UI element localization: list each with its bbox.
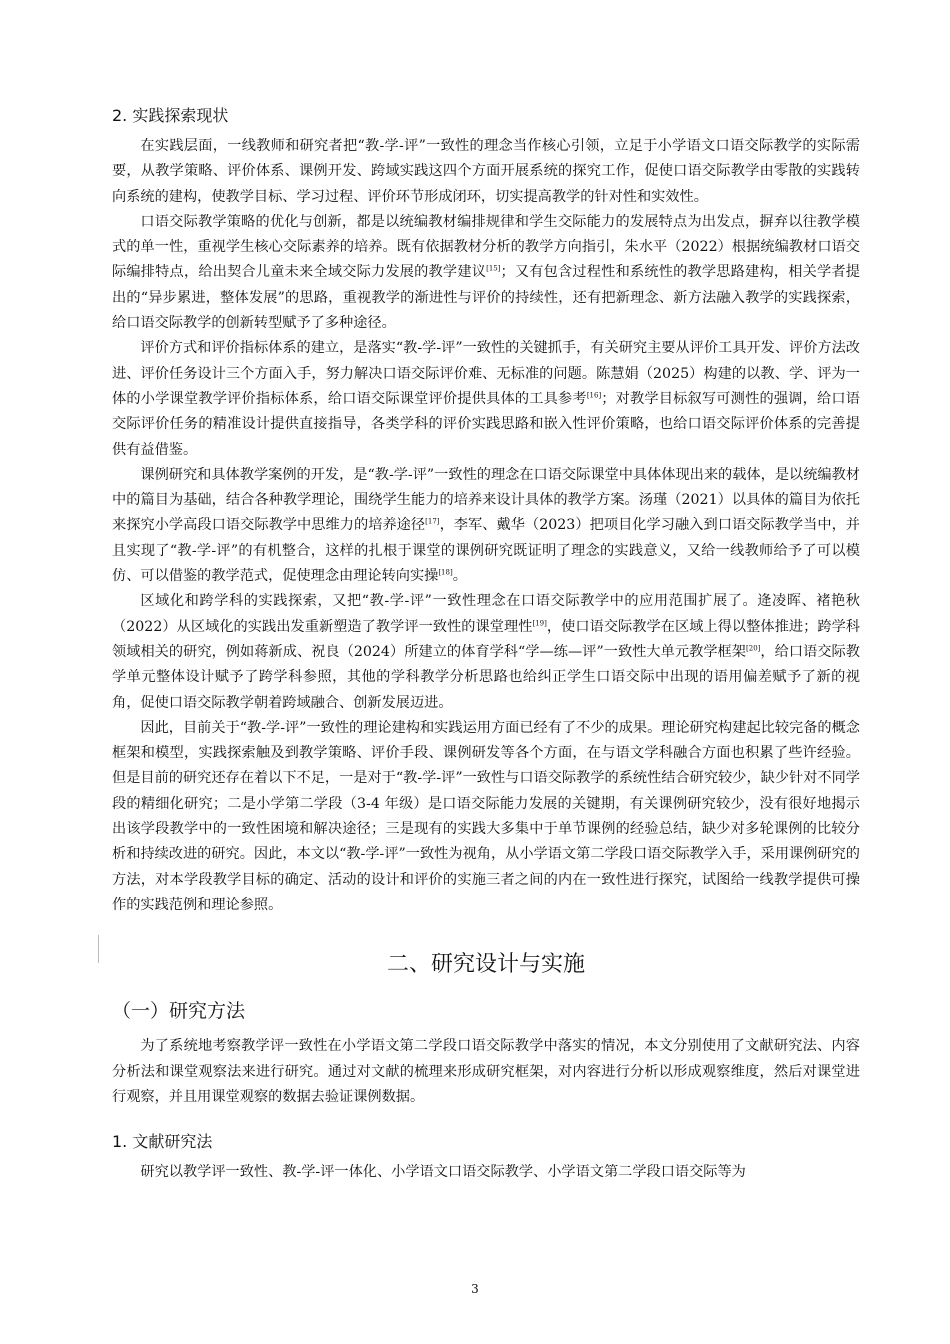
citation-ref: [20] — [746, 644, 761, 653]
paragraph-text: ，给口语交际教学单元整体设计赋予了跨学科参照，其他的学科教学分析思路也给纠正学生口语交际中出现的语用偏差赋予了新的视角，促使口语交际教学朝着跨域融合、创新发展迈进。 — [112, 643, 860, 711]
paragraph-text: ，李军、戴华（2023）把项目化学习融入到口语交际教学当中，并且实现了“教-学-评”的有机整合，这样的扎根于课堂的课例研究既证明了理念的实践意义，又给一线教师给予了可以模仿、可以借鉴的教学范式，促使理念由理论转向实操 — [112, 517, 860, 585]
paragraph-text: ，使口语交际教学在区域上得以整体推进；跨学科领域相关的研究，例如蒋新成、祝良（2024）所建立的体育学科“学—练—评”一致性大单元教学框架 — [112, 618, 860, 660]
paragraph-group — [112, 134, 860, 918]
citation-ref: [16] — [586, 391, 602, 400]
body-paragraph — [112, 463, 860, 589]
paragraph-text: 在实践层面，一线教师和研究者把“教-学-评”一致性的理念当作核心引领，立足于小学语文口语交际教学的实际需要，从教学策略、评价体系、课例开发、跨域实践这四个方面开展系统的探究工作，促使口语交际教学由零散的实践转向系统的建构，使教学目标、学习过程、评价环节形成闭环，切实提高教学的针对性和实效性。 — [112, 138, 860, 205]
paragraph-text: ；对教学目标叙写可测性的强调，给口语交际评价任务的精准设计提供直接指导，各类学科的评价实践思路和嵌入性评价策略，也给口语交际评价体系的完善提供有益借鉴。 — [112, 390, 860, 458]
body-paragraph — [112, 589, 860, 715]
citation-ref: [18] — [438, 568, 453, 577]
paragraph-text: 因此，目前关于“教-学-评”一致性的理论建构和实践运用方面已经有了不少的成果。理论研究构建起比较完备的概念框架和模型，实践探索触及到教学策略、评价手段、课例研发等各个方面，在与语文学科融合方面也积累了些许经验。但是目前的研究还存在着以下不足，一是对于“教-学-评”一致性与口语交际教学的系统性结合研究较少，缺少针对不同学段的精细化研究；二是小学第二学段（3-4 年级）是口语交际能力发展的关键期，有关课例研究较少，没有很好地揭示出该学段教学中的一致性困境和解决途径；三是现有的实践大多集中于单节课例的经验总结，缺少对多轮课例的比较分析和持续改进的研究。因此，本文以“教-学-评”一致性为视角，从小学语文第二学段口语交际教学入手，采用课例研究的方法，对本学段教学目标的确定、活动的设计和评价的实施三者之间的内在一致性进行探究，试图给一线教学提供可操作的实践范例和理论参照。 — [112, 719, 860, 913]
citation-ref: [15] — [486, 264, 501, 273]
paragraph-text: 评价方式和评价指标体系的建立，是落实“教-学-评”一致性的关键抓手，有关研究主要从评价工具开发、评价方法改进、评价任务设计三个方面入手，努力解决口语交际评价难、无标准的问题。陈慧娟（2025）构建的以教、学、评为一体的小学课堂教学评价指标体系，给口语交际课堂评价提供具体的工具参考 — [112, 340, 860, 407]
page-number: 3 — [471, 1282, 479, 1296]
paragraph-text: ；又有包含过程性和系统性的教学思路建构，相关学者提出的“异步累进，整体发展”的思路，重视教学的渐进性与评价的持续性，还有把新理念、新方法融入教学的实践探索，给口语交际教学的创新转型赋予了多种途径。 — [112, 264, 860, 332]
subsection-title: （一）研究方法 — [112, 1000, 246, 1023]
body-paragraph — [112, 210, 860, 336]
paragraph-text: 口语交际教学策略的优化与创新，都是以统编教材编排规律和学生交际能力的发展特点为出发点，摒弃以往教学模式的单一性，重视学生核心交际素养的培养。既有依据教材分析的教学方向指引，朱水平（2022）根据统编教材口语交际编排特点，给出契合儿童未来全域交际力发展的教学建议 — [112, 213, 860, 281]
heading-practice-status: 2. 实践探索现状 — [112, 106, 229, 125]
paragraph-text: 区域化和跨学科的实践探索，又把“教-学-评”一致性理念在口语交际教学中的应用范围扩展了。逄凌晖、褚艳秋（2022）从区域化的实践出发重新塑造了教学评一致性的课堂理性 — [112, 593, 860, 635]
body-paragraph — [112, 716, 860, 918]
literature-paragraph: 研究以教学评一致性、教-学-评一体化、小学语文口语交际教学、小学语文第二学段口语交际等为 — [140, 1164, 746, 1181]
method-paragraph: 为了系统地考察教学评一致性在小学语文第二学段口语交际教学中落实的情况，本文分别使用了文献研究法、内容分析法和课堂观察法来进行研究。通过对文献的梳理来形成研究框架，对内容进行分析以形成观察维度，然后对课堂进行观察，并且用课堂观察的数据去验证课例数据。 — [112, 1038, 860, 1105]
heading-literature-method: 1. 文献研究法 — [112, 1132, 213, 1152]
page-content — [112, 104, 860, 1185]
body-paragraph — [112, 336, 860, 462]
citation-ref: [19] — [532, 618, 547, 627]
section-title: 二、研究设计与实施 — [386, 952, 585, 978]
citation-ref: [17] — [425, 517, 440, 526]
margin-mark — [98, 935, 99, 963]
paragraph-text: 课例研究和具体教学案例的开发，是“教-学-评”一致性的理念在口语交际课堂中具体体现出来的载体，是以统编教材中的篇目为基础，结合各种教学理论，围绕学生能力的培养来设计具体的教学方案。汤瑾（2021）以具体的篇目为依托来探究小学高段口语交际教学中思维力的培养途径 — [112, 466, 860, 534]
paragraph-text: 。 — [452, 568, 467, 585]
body-paragraph — [112, 134, 860, 210]
